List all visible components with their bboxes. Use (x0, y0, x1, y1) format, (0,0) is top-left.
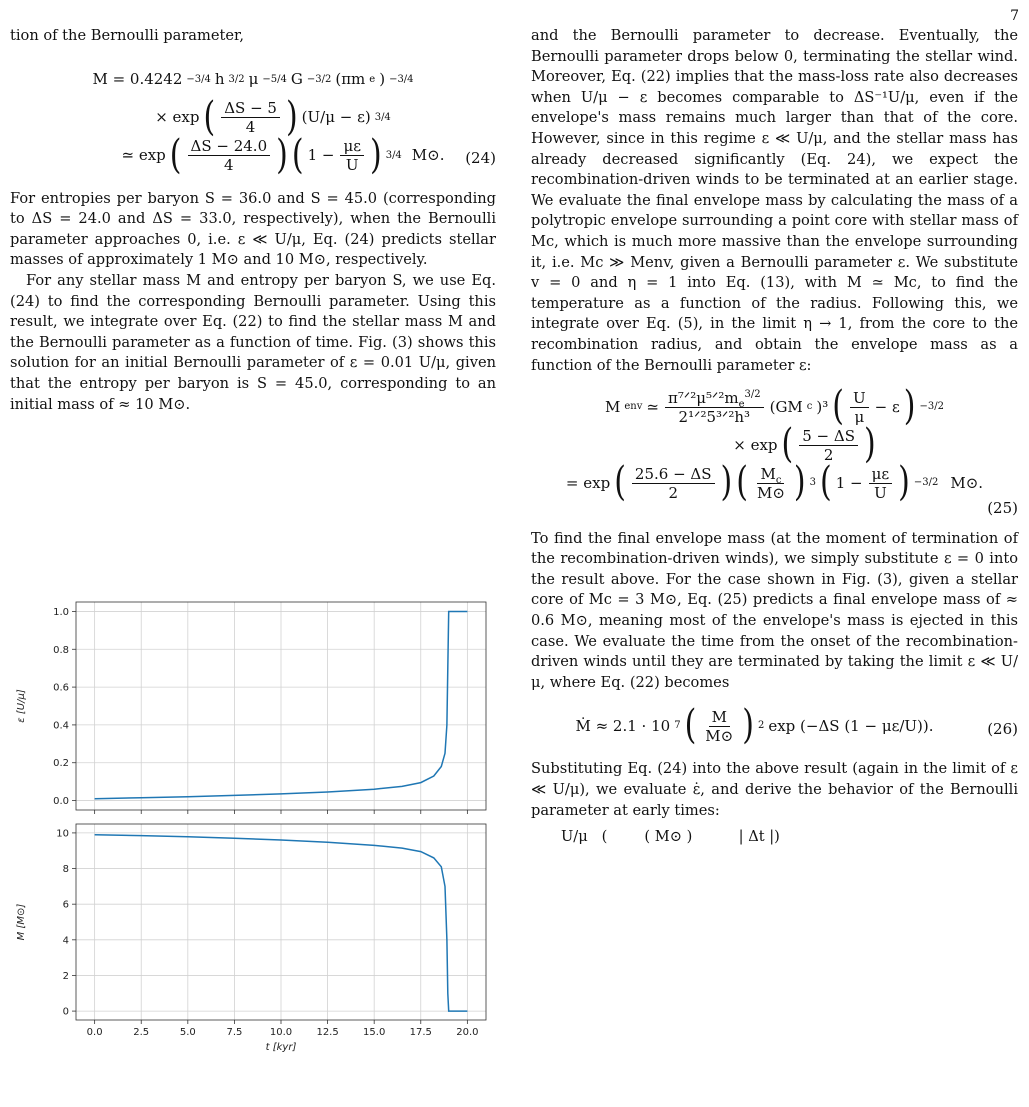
eq24-line2: × exp ( $\frac{\Delta S - 5}{4}$ ) (U/μ − ε) 3/4 (155, 93, 391, 141)
x-tick-label: 15.0 (363, 1027, 386, 1038)
x-axis-label: t [kyr] (265, 1042, 297, 1053)
x-tick-label: 7.5 (226, 1027, 243, 1038)
left-para1: For entropies per baryon S = 36.0 and S = 45.0 (corresponding to ΔS = 24.0 and ΔS = 33.0, respectively), when the Bernoulli parameter approaches 0, i.e. ε ≪ U/μ, Eq. (24) predicts stellar masses of approximately 1 M⊙ and 10 M⊙, respectively. (10, 189, 496, 269)
equation-26 (531, 702, 1018, 750)
eq25-line2: × exp ( $\frac{5 - \Delta S}{2}$ ) (733, 420, 876, 469)
x-tick-label: 0.0 (86, 1027, 103, 1038)
y-tick-label: 0.6 (53, 682, 69, 694)
y-tick-label: 4 (62, 935, 69, 947)
figure-3 (10, 590, 496, 1053)
eq26-number: (26) (987, 719, 1018, 738)
y-tick-label: 0.2 (53, 758, 69, 770)
eq24-line1: M = 0.4242 −3/4 h 3/2 μ −5/4 G −3/2 (πm e ) −3/4 (92, 70, 414, 89)
right-para3: Substituting Eq. (24) into the above result (again in the limit of ε ≪ U/μ), we evaluate ε̇, and derive the behavior of the Bernoulli parameter at early times: (531, 760, 1018, 819)
left-column (10, 26, 496, 415)
y-tick-label: 0.8 (53, 644, 69, 656)
y-tick-label: 10 (56, 828, 69, 840)
right-para2: To find the final envelope mass (at the moment of termination of the recombination-driven winds), we simply substitute ε = 0 into the result above. For the case shown in Fig. (3), given a stellar core of Mc = 3 M⊙, Eq. (25) predicts a final envelope mass of ≈ 0.6 M⊙, meaning most of the envelope's mass is ejected in this case. We evaluate the time from the onset of the recombination-driven winds until they are terminated by taking the limit ε ≪ U/μ, where Eq. (22) becomes (531, 529, 1018, 691)
cutoff-equation: U/μ ( ( M⊙ ) | Δt |) (561, 828, 780, 846)
page-number: 7 (1010, 8, 1019, 24)
x-tick-label: 20.0 (456, 1027, 479, 1038)
left-intro: tion of the Bernoulli parameter, (10, 27, 244, 44)
y-tick-label: 8 (62, 864, 69, 876)
figure-3-svg (10, 590, 496, 1053)
x-tick-label: 5.0 (179, 1027, 196, 1038)
x-tick-label: 17.5 (409, 1027, 432, 1038)
equation-25 (531, 382, 1018, 519)
x-tick-label: 12.5 (316, 1027, 339, 1038)
y-tick-label: 0 (62, 1006, 69, 1018)
eq25-line3: = exp ( $\frac{25.6 - \Delta S}{2}$ ) ( $\frac{M_c}{M⊙}$ ) 3 ( 1 − $\frac{\mu\varepsilon}{U}$ ) −3/2 M⊙. (565, 458, 984, 507)
y-tick-label: 6 (62, 899, 69, 911)
equation-24 (10, 61, 496, 179)
right-column (531, 26, 1018, 846)
eq24-line3: ≃ exp ( $\frac{\Delta S - 24.0}{4}$ ) ( 1 − $\frac{\mu\varepsilon}{U}$ ) 3/4 M⊙. (121, 131, 445, 179)
right-para1: and the Bernoulli parameter to decrease. Eventually, the Bernoulli parameter drops below 0, terminating the stellar wind. Moreover, Eq. (22) implies that the mass-loss rate also decreases when U/μ − ε becomes comparable to ΔS⁻¹U/μ, even if the envelope's mass remains much larger than that of the core. However, since in this regime ε ≪ U/μ, and the stellar mass has already decreased significantly (Eq. 24), we expect the recombination-driven winds to be terminated at an earlier stage. We evaluate the final envelope mass by calculating the mass of a polytropic envelope surrounding a point core with stellar mass of Mc, which is much more massive than the envelope surrounding it, i.e. Mc ≫ Menv, given a Bernoulli parameter ε. We substitute v = 0 and η = 1 into Eq. (13), with M ≃ Mc, to find the temperature as a function of the radius. Following this, we integrate over Eq. (5), in the limit η → 1, from the core to the recombination radius, and obtain the envelope mass as a function of the Bernoulli parameter ε: (531, 27, 1018, 374)
eq25-line1: M env ≃ $\frac{\pi^7ᐟ^2\mu^5ᐟ^2m_e^{3/2}}{\text{2¹ᐟ²5³ᐟ²h³}}$ (GM c )³ ( $\frac{U}{\mu}$ − ε ) −3/2 (605, 382, 944, 431)
y-tick-label: 0.4 (53, 720, 69, 732)
y-tick-label: 2 (62, 970, 69, 982)
y-tick-label: 1.0 (53, 606, 69, 618)
left-para2: For any stellar mass M and entropy per baryon S, we use Eq. (24) to find the corresponding Bernoulli parameter. Using this result, we integrate over Eq. (22) to find the stellar mass M and the Bernoulli parameter as a function of time. Fig. (3) shows this solution for an initial Bernoulli parameter of ε = 0.01 U/μ, given that the entropy per baryon is S = 45.0, corresponding to an initial mass of ≈ 10 M⊙. (10, 271, 496, 413)
eq26-line: Ṁ ≈ 2.1 · 10 7 ( $\frac{M}{M⊙}$ ) 2 exp (−ΔS (1 − με/U)). (575, 702, 934, 750)
x-tick-label: 2.5 (133, 1027, 150, 1038)
x-tick-label: 10.0 (269, 1027, 293, 1038)
epsilon-panel-ylabel: ε [U/μ] (16, 689, 27, 723)
y-tick-label: 0.0 (53, 796, 69, 808)
mass-panel-ylabel: M [M⊙] (16, 903, 27, 941)
eq25-number: (25) (987, 499, 1018, 518)
eq24-number: (24) (465, 149, 496, 167)
